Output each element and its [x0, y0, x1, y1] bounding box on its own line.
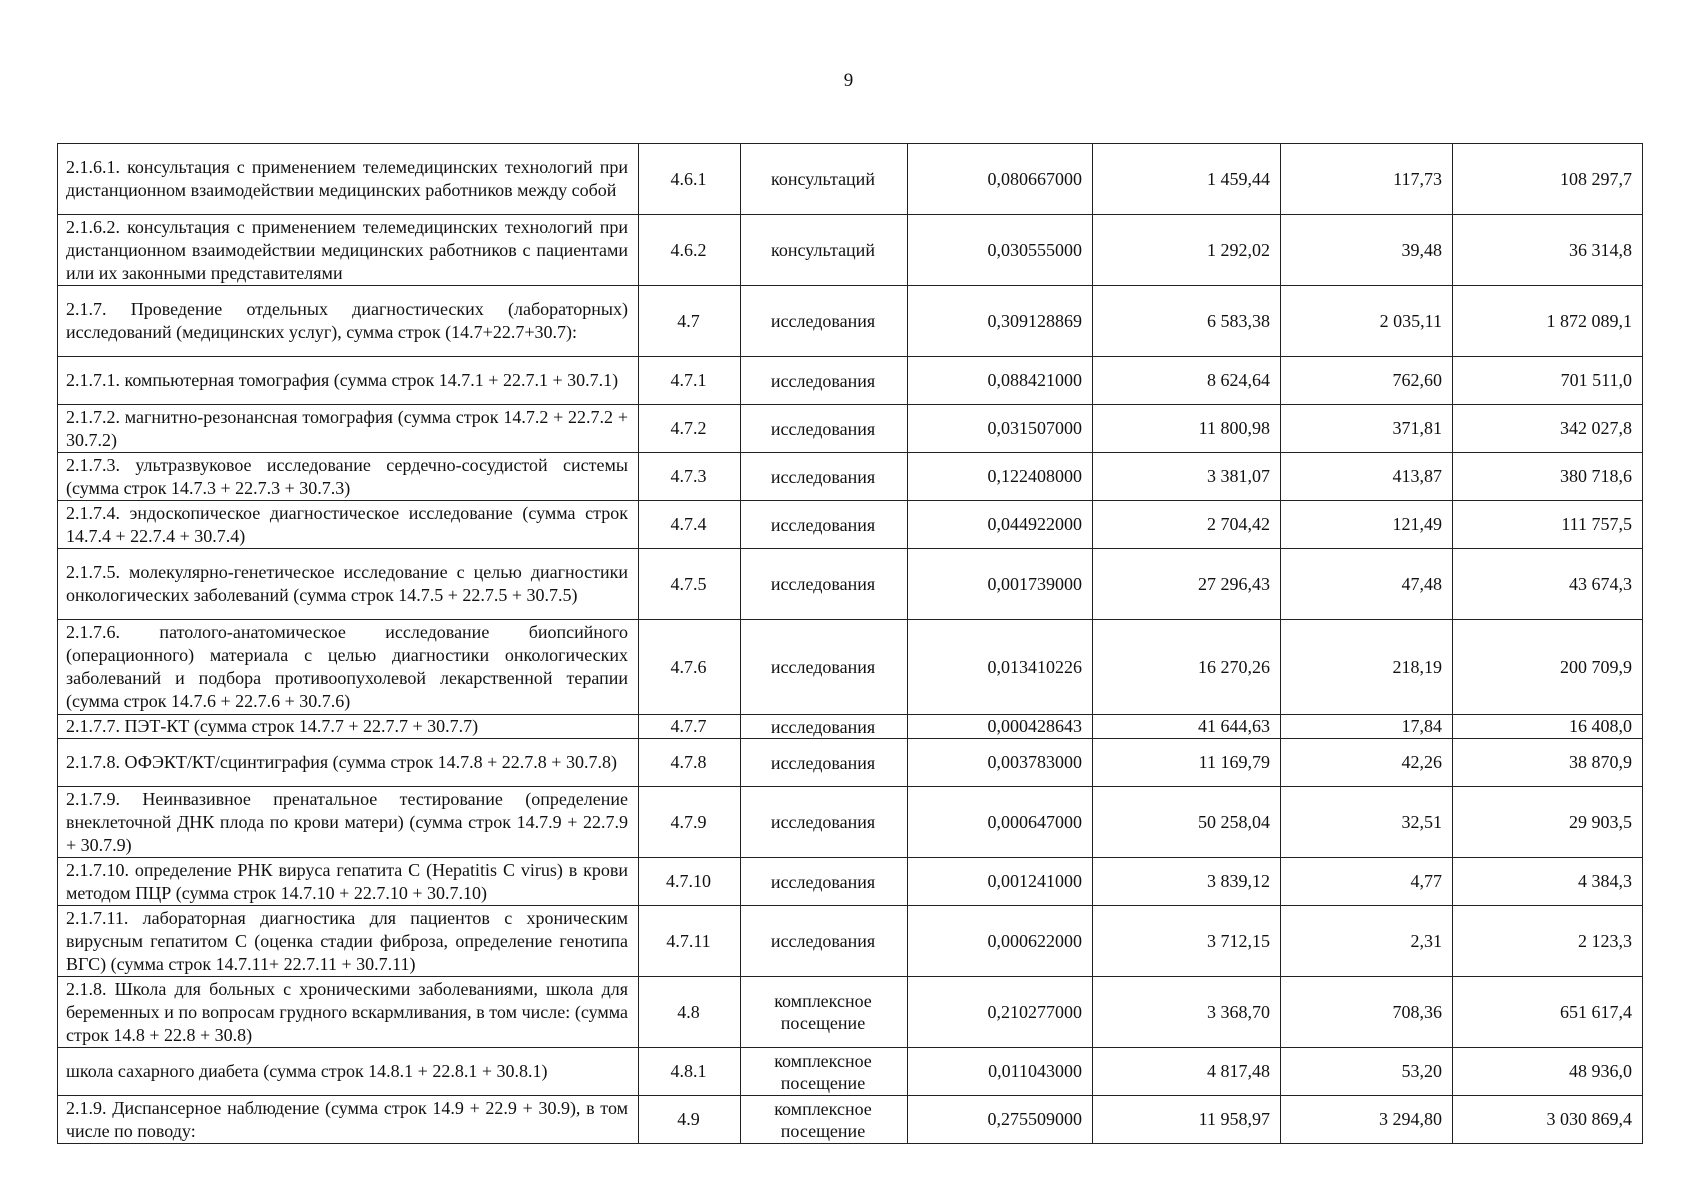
table-row — [58, 357, 1643, 405]
row-code: 4.8 — [639, 977, 741, 1048]
row-unit: исследования — [741, 715, 908, 739]
row-name: 2.1.7.2. магнитно-резонансная томография (сумма строк 14.7.2 + 22.7.2 + 30.7.2) — [58, 405, 639, 453]
row-unit: исследования — [741, 620, 908, 715]
row-total: 200 709,9 — [1453, 620, 1643, 715]
row-total: 2 123,3 — [1453, 906, 1643, 977]
table-row — [58, 906, 1643, 977]
row-per-capita: 117,73 — [1281, 144, 1453, 215]
table-row — [58, 858, 1643, 906]
table-row — [58, 787, 1643, 858]
row-norm: 0,044922000 — [908, 501, 1093, 549]
row-cost: 8 624,64 — [1093, 357, 1281, 405]
row-total: 29 903,5 — [1453, 787, 1643, 858]
row-total: 48 936,0 — [1453, 1048, 1643, 1096]
row-norm: 0,275509000 — [908, 1096, 1093, 1144]
row-unit: консультаций — [741, 215, 908, 286]
row-name: 2.1.7.7. ПЭТ-КТ (сумма строк 14.7.7 + 22.7.7 + 30.7.7) — [58, 715, 639, 739]
row-code: 4.7.1 — [639, 357, 741, 405]
row-cost: 41 644,63 — [1093, 715, 1281, 739]
row-unit: исследования — [741, 286, 908, 357]
table-row — [58, 405, 1643, 453]
row-name: 2.1.7. Проведение отдельных диагностических (лабораторных) исследований (медицинских услуг), сумма строк (14.7+22.7+30.7): — [58, 286, 639, 357]
row-norm: 0,000622000 — [908, 906, 1093, 977]
row-total: 16 408,0 — [1453, 715, 1643, 739]
table-row — [58, 977, 1643, 1048]
row-per-capita: 371,81 — [1281, 405, 1453, 453]
row-unit: исследования — [741, 858, 908, 906]
row-per-capita: 2 035,11 — [1281, 286, 1453, 357]
row-per-capita: 708,36 — [1281, 977, 1453, 1048]
row-cost: 3 368,70 — [1093, 977, 1281, 1048]
row-cost: 16 270,26 — [1093, 620, 1281, 715]
row-cost: 11 169,79 — [1093, 739, 1281, 787]
table-row — [58, 715, 1643, 739]
row-per-capita: 4,77 — [1281, 858, 1453, 906]
row-code: 4.7.7 — [639, 715, 741, 739]
row-total: 4 384,3 — [1453, 858, 1643, 906]
table-row — [58, 215, 1643, 286]
table-row — [58, 286, 1643, 357]
row-name: 2.1.7.11. лабораторная диагностика для пациентов с хроническим вирусным гепатитом С (оценка стадии фиброза, определение генотипа ВГС) (сумма строк 14.7.11+ 22.7.11 + 30.7.11) — [58, 906, 639, 977]
row-unit: комплексное посещение — [741, 1048, 908, 1096]
row-unit: исследования — [741, 405, 908, 453]
row-unit: исследования — [741, 501, 908, 549]
row-norm: 0,001739000 — [908, 549, 1093, 620]
row-name: 2.1.7.6. патолого-анатомическое исследование биопсийного (операционного) материала с целью диагностики онкологических заболеваний и подбора противоопухолевой лекарственной терапии (сумма строк 14.7.6 + 22.7.6 + 30.7.6) — [58, 620, 639, 715]
row-unit: исследования — [741, 906, 908, 977]
row-name: 2.1.7.10. определение РНК вируса гепатита С (Hepatitis C virus) в крови методом ПЦР (сумма строк 14.7.10 + 22.7.10 + 30.7.10) — [58, 858, 639, 906]
row-norm: 0,003783000 — [908, 739, 1093, 787]
row-code: 4.7.3 — [639, 453, 741, 501]
row-total: 43 674,3 — [1453, 549, 1643, 620]
row-code: 4.6.1 — [639, 144, 741, 215]
row-code: 4.6.2 — [639, 215, 741, 286]
row-norm: 0,088421000 — [908, 357, 1093, 405]
data-table — [57, 143, 1643, 1144]
row-per-capita: 17,84 — [1281, 715, 1453, 739]
table-row — [58, 549, 1643, 620]
row-cost: 3 712,15 — [1093, 906, 1281, 977]
row-total: 38 870,9 — [1453, 739, 1643, 787]
row-total: 3 030 869,4 — [1453, 1096, 1643, 1144]
row-total: 651 617,4 — [1453, 977, 1643, 1048]
row-total: 1 872 089,1 — [1453, 286, 1643, 357]
row-per-capita: 218,19 — [1281, 620, 1453, 715]
row-unit: комплексное посещение — [741, 977, 908, 1048]
row-norm: 0,122408000 — [908, 453, 1093, 501]
row-code: 4.7.10 — [639, 858, 741, 906]
row-per-capita: 39,48 — [1281, 215, 1453, 286]
row-norm: 0,013410226 — [908, 620, 1093, 715]
row-per-capita: 53,20 — [1281, 1048, 1453, 1096]
table-row — [58, 620, 1643, 715]
row-name: 2.1.7.5. молекулярно-генетическое исследование с целью диагностики онкологических заболеваний (сумма строк 14.7.5 + 22.7.5 + 30.7.5) — [58, 549, 639, 620]
row-name: 2.1.7.4. эндоскопическое диагностическое исследование (сумма строк 14.7.4 + 22.7.4 + 30.7.4) — [58, 501, 639, 549]
row-cost: 1 459,44 — [1093, 144, 1281, 215]
row-norm: 0,011043000 — [908, 1048, 1093, 1096]
row-norm: 0,080667000 — [908, 144, 1093, 215]
row-norm: 0,000647000 — [908, 787, 1093, 858]
row-per-capita: 3 294,80 — [1281, 1096, 1453, 1144]
page-number: 9 — [843, 70, 854, 91]
row-unit: исследования — [741, 787, 908, 858]
table-row — [58, 144, 1643, 215]
row-total: 701 511,0 — [1453, 357, 1643, 405]
row-code: 4.7.9 — [639, 787, 741, 858]
row-per-capita: 32,51 — [1281, 787, 1453, 858]
row-name: 2.1.7.3. ультразвуковое исследование сердечно-сосудистой системы (сумма строк 14.7.3 + 22.7.3 + 30.7.3) — [58, 453, 639, 501]
row-code: 4.7 — [639, 286, 741, 357]
row-name: 2.1.7.9. Неинвазивное пренатальное тестирование (определение внеклеточной ДНК плода по крови матери) (сумма строк 14.7.9 + 22.7.9 + 30.7.9) — [58, 787, 639, 858]
row-unit: исследования — [741, 453, 908, 501]
row-cost: 3 839,12 — [1093, 858, 1281, 906]
row-cost: 4 817,48 — [1093, 1048, 1281, 1096]
row-norm: 0,001241000 — [908, 858, 1093, 906]
row-per-capita: 47,48 — [1281, 549, 1453, 620]
row-code: 4.7.5 — [639, 549, 741, 620]
row-code: 4.9 — [639, 1096, 741, 1144]
row-norm: 0,000428643 — [908, 715, 1093, 739]
row-norm: 0,210277000 — [908, 977, 1093, 1048]
row-cost: 3 381,07 — [1093, 453, 1281, 501]
row-cost: 6 583,38 — [1093, 286, 1281, 357]
row-cost: 50 258,04 — [1093, 787, 1281, 858]
row-code: 4.7.8 — [639, 739, 741, 787]
table-row — [58, 1096, 1643, 1144]
row-total: 36 314,8 — [1453, 215, 1643, 286]
row-code: 4.7.2 — [639, 405, 741, 453]
row-code: 4.7.11 — [639, 906, 741, 977]
row-total: 108 297,7 — [1453, 144, 1643, 215]
row-unit: исследования — [741, 739, 908, 787]
table-row — [58, 453, 1643, 501]
row-total: 111 757,5 — [1453, 501, 1643, 549]
row-name: 2.1.9. Диспансерное наблюдение (сумма строк 14.9 + 22.9 + 30.9), в том числе по поводу: — [58, 1096, 639, 1144]
row-cost: 11 958,97 — [1093, 1096, 1281, 1144]
row-name: 2.1.6.2. консультация с применением телемедицинских технологий при дистанционном взаимодействии медицинских работников с пациентами или их законными представителями — [58, 215, 639, 286]
row-name: школа сахарного диабета (сумма строк 14.8.1 + 22.8.1 + 30.8.1) — [58, 1048, 639, 1096]
row-cost: 1 292,02 — [1093, 215, 1281, 286]
row-name: 2.1.7.1. компьютерная томография (сумма строк 14.7.1 + 22.7.1 + 30.7.1) — [58, 357, 639, 405]
row-per-capita: 121,49 — [1281, 501, 1453, 549]
row-code: 4.7.6 — [639, 620, 741, 715]
table-row — [58, 501, 1643, 549]
row-total: 380 718,6 — [1453, 453, 1643, 501]
table-row — [58, 739, 1643, 787]
row-cost: 11 800,98 — [1093, 405, 1281, 453]
row-unit: исследования — [741, 357, 908, 405]
table-row — [58, 1048, 1643, 1096]
row-unit: комплексное посещение — [741, 1096, 908, 1144]
row-norm: 0,031507000 — [908, 405, 1093, 453]
row-name: 2.1.6.1. консультация с применением телемедицинских технологий при дистанционном взаимодействии медицинских работников между собой — [58, 144, 639, 215]
row-norm: 0,030555000 — [908, 215, 1093, 286]
row-unit: исследования — [741, 549, 908, 620]
row-name: 2.1.7.8. ОФЭКТ/КТ/сцинтиграфия (сумма строк 14.7.8 + 22.7.8 + 30.7.8) — [58, 739, 639, 787]
row-code: 4.8.1 — [639, 1048, 741, 1096]
row-cost: 27 296,43 — [1093, 549, 1281, 620]
row-per-capita: 413,87 — [1281, 453, 1453, 501]
row-total: 342 027,8 — [1453, 405, 1643, 453]
row-code: 4.7.4 — [639, 501, 741, 549]
row-norm: 0,309128869 — [908, 286, 1093, 357]
row-unit: консультаций — [741, 144, 908, 215]
row-per-capita: 762,60 — [1281, 357, 1453, 405]
row-per-capita: 42,26 — [1281, 739, 1453, 787]
row-name: 2.1.8. Школа для больных с хроническими заболеваниями, школа для беременных и по вопросам грудного вскармливания, в том числе: (сумма строк 14.8 + 22.8 + 30.8) — [58, 977, 639, 1048]
row-cost: 2 704,42 — [1093, 501, 1281, 549]
row-per-capita: 2,31 — [1281, 906, 1453, 977]
